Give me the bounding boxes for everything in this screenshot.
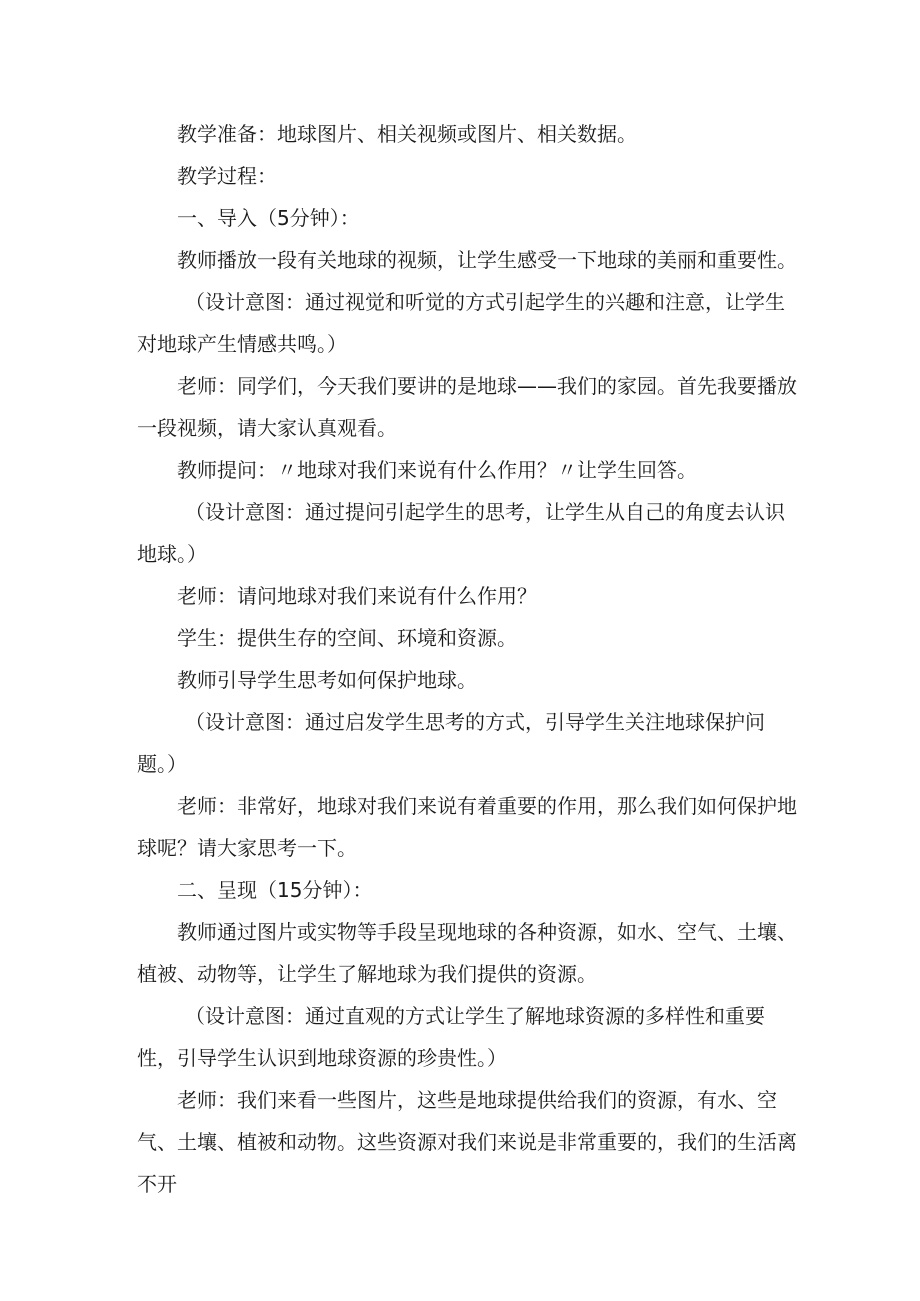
dialogue-teacher: 老师：我们来看一些图片，这些是地球提供给我们的资源，有水、空气、土壤、植被和动物。这些资源对我们来说是非常重要的，我们的生活离不开 (137, 1088, 797, 1196)
section-heading-intro: 一、导入（5分钟）： (177, 206, 360, 230)
paragraph-preparation: 教学准备：地球图片、相关视频或图片、相关数据。 (177, 122, 637, 146)
design-intent-note: （设计意图：通过视觉和听觉的方式引起学生的兴趣和注意，让学生对地球产生情感共鸣。） (137, 290, 785, 356)
document-body (137, 113, 797, 1205)
section-heading-presentation: 二、呈现（15分钟）： (177, 878, 373, 902)
design-intent-note: （设计意图：通过直观的方式让学生了解地球资源的多样性和重要性，引导学生认识到地球资源的珍贵性。） (137, 1004, 765, 1070)
dialogue-teacher: 老师：非常好，地球对我们来说有着重要的作用，那么我们如何保护地球呢？请大家思考一下。 (137, 794, 797, 860)
design-intent-note: （设计意图：通过提问引起学生的思考，让学生从自己的角度去认识地球。） (137, 500, 785, 566)
paragraph: 教师引导学生思考如何保护地球。 (177, 668, 477, 692)
dialogue-student: 学生：提供生存的空间、环境和资源。 (177, 626, 517, 650)
paragraph: 教师提问：〃地球对我们来说有什么作用？〃让学生回答。 (177, 458, 697, 482)
dialogue-teacher: 老师：同学们，今天我们要讲的是地球——我们的家园。首先我要播放一段视频，请大家认真观看。 (137, 374, 797, 440)
dialogue-teacher: 老师：请问地球对我们来说有什么作用？ (177, 584, 537, 608)
paragraph: 教师通过图片或实物等手段呈现地球的各种资源，如水、空气、土壤、植被、动物等，让学生了解地球为我们提供的资源。 (137, 920, 797, 986)
design-intent-note: （设计意图：通过启发学生思考的方式，引导学生关注地球保护问题。） (137, 710, 765, 776)
paragraph-process-heading: 教学过程： (177, 164, 277, 188)
paragraph: 教师播放一段有关地球的视频，让学生感受一下地球的美丽和重要性。 (177, 248, 797, 272)
